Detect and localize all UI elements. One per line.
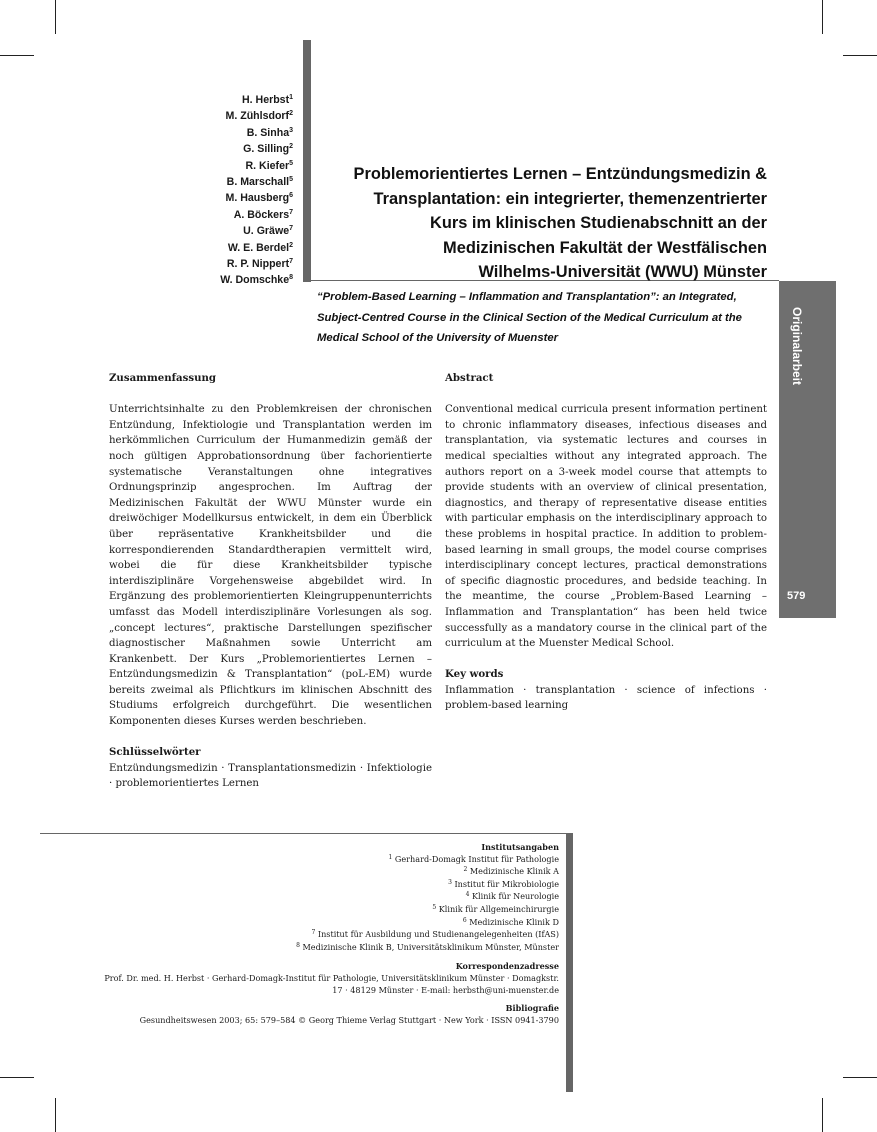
correspondence-email[interactable]: 17 · 48129 Münster · E-mail: herbsth@uni-muenster.de: [332, 984, 559, 995]
bibliography-line: Gesundheitswesen 2003; 65: 579–584 © Georg Thieme Verlag Stuttgart · New York · ISSN 0941-3790: [139, 1014, 559, 1025]
english-title-line: “Problem-Based Learning – Inflammation and Transplantation”: an Integrated,: [317, 291, 737, 303]
institutes-box: [100, 842, 559, 1026]
english-abstract-column: [445, 371, 767, 714]
crop-mark: [0, 1077, 34, 1078]
english-title-line: Subject-Centred Course in the Clinical Section of the Medical Curriculum at the: [317, 311, 742, 324]
article-title: [318, 162, 767, 285]
author: H. Herbst$^1$: [242, 94, 293, 106]
institute-item: $^3$ Institut für Mikrobiologie: [448, 878, 559, 889]
german-keywords: Entzündungsmedizin · Transplantationsmedizin · Infektiologie · problemorientiertes Lernen: [109, 762, 432, 790]
title-line: Problemorientiertes Lernen – Entzündungsmedizin &: [353, 165, 767, 183]
author-list: [150, 93, 293, 290]
german-keywords-heading: Schlüsselwörter: [109, 746, 201, 759]
crop-mark: [822, 0, 823, 34]
author: W. Domschke$^8$: [220, 274, 293, 287]
german-abstract-column: [109, 371, 432, 792]
institute-item: $^7$ Institut für Ausbildung und Studienangelegenheiten (IfAS): [311, 929, 559, 940]
author: M. Zühlsdorf$^2$: [225, 110, 293, 123]
author: M. Hausberg$^6$: [225, 192, 293, 205]
author: B. Sinha$^3$: [246, 126, 293, 139]
institutes-accent-bar: [566, 833, 573, 1092]
crop-mark: [843, 1077, 877, 1078]
author: U. Gräwe$^7$: [243, 225, 293, 238]
title-accent-bar: [303, 40, 311, 282]
page-number: 579: [787, 590, 806, 602]
correspondence-line: Prof. Dr. med. H. Herbst · Gerhard-Domagk-Institut für Pathologie, Universitätsklinikum Münster · Domagkstr.: [104, 972, 559, 983]
english-abstract-text: Conventional medical curricula present information pertinent to chronic inflammatory diseases, infectious diseases and transplantation, via systematic lectures and courses in medical specialties without any integrated approach. The authors report on a 3-week model course that attempts to provide students with an overview of clinical presentation, diagnostics, and therapy of representative disease entities with particular emphasis on the interdisciplinary approach to these problems in hospital practice. In addition to problem-based learning in small groups, the model course comprises interdisciplinary concept lectures, practical demonstrations of specific diagnostic procedures, and bedside teaching. In the meantime, the course „Problem-Based Learning – Inflammation and Transplantation“ has been held twice successfully as a mandatory course in the clinical part of the curriculum at the Muenster Medical School.: [445, 404, 767, 650]
english-abstract-heading: Abstract: [445, 372, 494, 384]
institute-item: $^1$ Gerhard-Domagk Institut für Pathologie: [388, 853, 559, 864]
english-keywords-heading: Key words: [445, 668, 504, 681]
institute-item: $^4$ Klinik für Neurologie: [465, 891, 559, 902]
english-title: [317, 287, 772, 349]
title-line: Medizinischen Fakultät der Westfälischen: [443, 238, 767, 257]
author: B. Marschall$^5$: [226, 176, 293, 189]
article-type-label: Originalarbeit: [790, 306, 804, 386]
crop-mark: [55, 0, 56, 34]
correspondence-heading: Korrespondenzadresse: [455, 961, 559, 972]
institute-item: $^8$ Medizinische Klinik B, Universitätsklinikum Münster, Münster: [296, 941, 559, 952]
institute-item: $^2$ Medizinische Klinik A: [463, 866, 559, 877]
author: R. Kiefer$^5$: [245, 159, 293, 172]
institutes-heading: Institutsangaben: [481, 842, 559, 852]
author: R. P. Nippert$^7$: [226, 258, 293, 271]
crop-mark: [0, 55, 34, 56]
title-line: Kurs im klinischen Studienabschnitt an der: [430, 214, 767, 232]
institutes-divider: [40, 833, 566, 834]
institute-item: $^5$ Klinik für Allgemeinchirurgie: [432, 903, 559, 914]
author: G. Silling$^2$: [243, 143, 293, 156]
author: A. Böckers$^7$: [233, 208, 293, 221]
title-line: Transplantation: ein integrierter, themenzentrierter: [373, 189, 767, 208]
english-keywords: Inflammation · transplantation · science of infections · problem-based learning: [445, 684, 767, 712]
institute-item: $^6$ Medizinische Klinik D: [462, 916, 559, 927]
bibliography-heading: Bibliografie: [505, 1003, 559, 1014]
author: W. E. Berdel$^2$: [227, 241, 293, 254]
german-abstract-text: Unterrichtsinhalte zu den Problemkreisen der chronischen Entzündung, Infektiologie und Transplantation werden im herkömmlichen Curriculum der Humanmedizin gemäß der noch gültigen Approbationsordnung über fachorientierte systematische Veranstaltungen ohne integratives Ordnungsprinzip angesprochen. Im Auftrag der Medizinischen Fakultät der WWU Münster wurde ein dreiwöchiger Modellkursus entwickelt, in dem ein Überblick über repräsentative Krankheitsbilder und die korrespondierenden Standardtherapien vermittelt wird, wobei die für diese Krankheitsbilder typische interdisziplinäre Vorgehensweise abgebildet wird. In Ergänzung des problemorientierten Kleingruppenunterrichts umfasst das Modell interdisziplinäre Vorlesungen als sog. „concept lectures“, praktische Darstellungen spezifischer diagnostischer Maßnahmen sowie Unterricht am Krankenbett. Der Kurs „Problemorientiertes Lernen – Entzündungsmedizin & Transplantation“ (poL-EM) wurde bereits zweimal als Pflichtkurs im klinischen Abschnitt des Studiums erfolgreich durchgeführt. Die wesentlichen Komponenten dieses Kurses werden beschrieben.: [109, 404, 432, 728]
crop-mark: [55, 1098, 56, 1132]
english-title-line: Medical School of the University of Muenster: [317, 332, 559, 344]
title-line: Wilhelms-Universität (WWU) Münster: [478, 263, 767, 281]
crop-mark: [822, 1098, 823, 1132]
german-abstract-heading: Zusammenfassung: [109, 372, 217, 384]
crop-mark: [843, 55, 877, 56]
